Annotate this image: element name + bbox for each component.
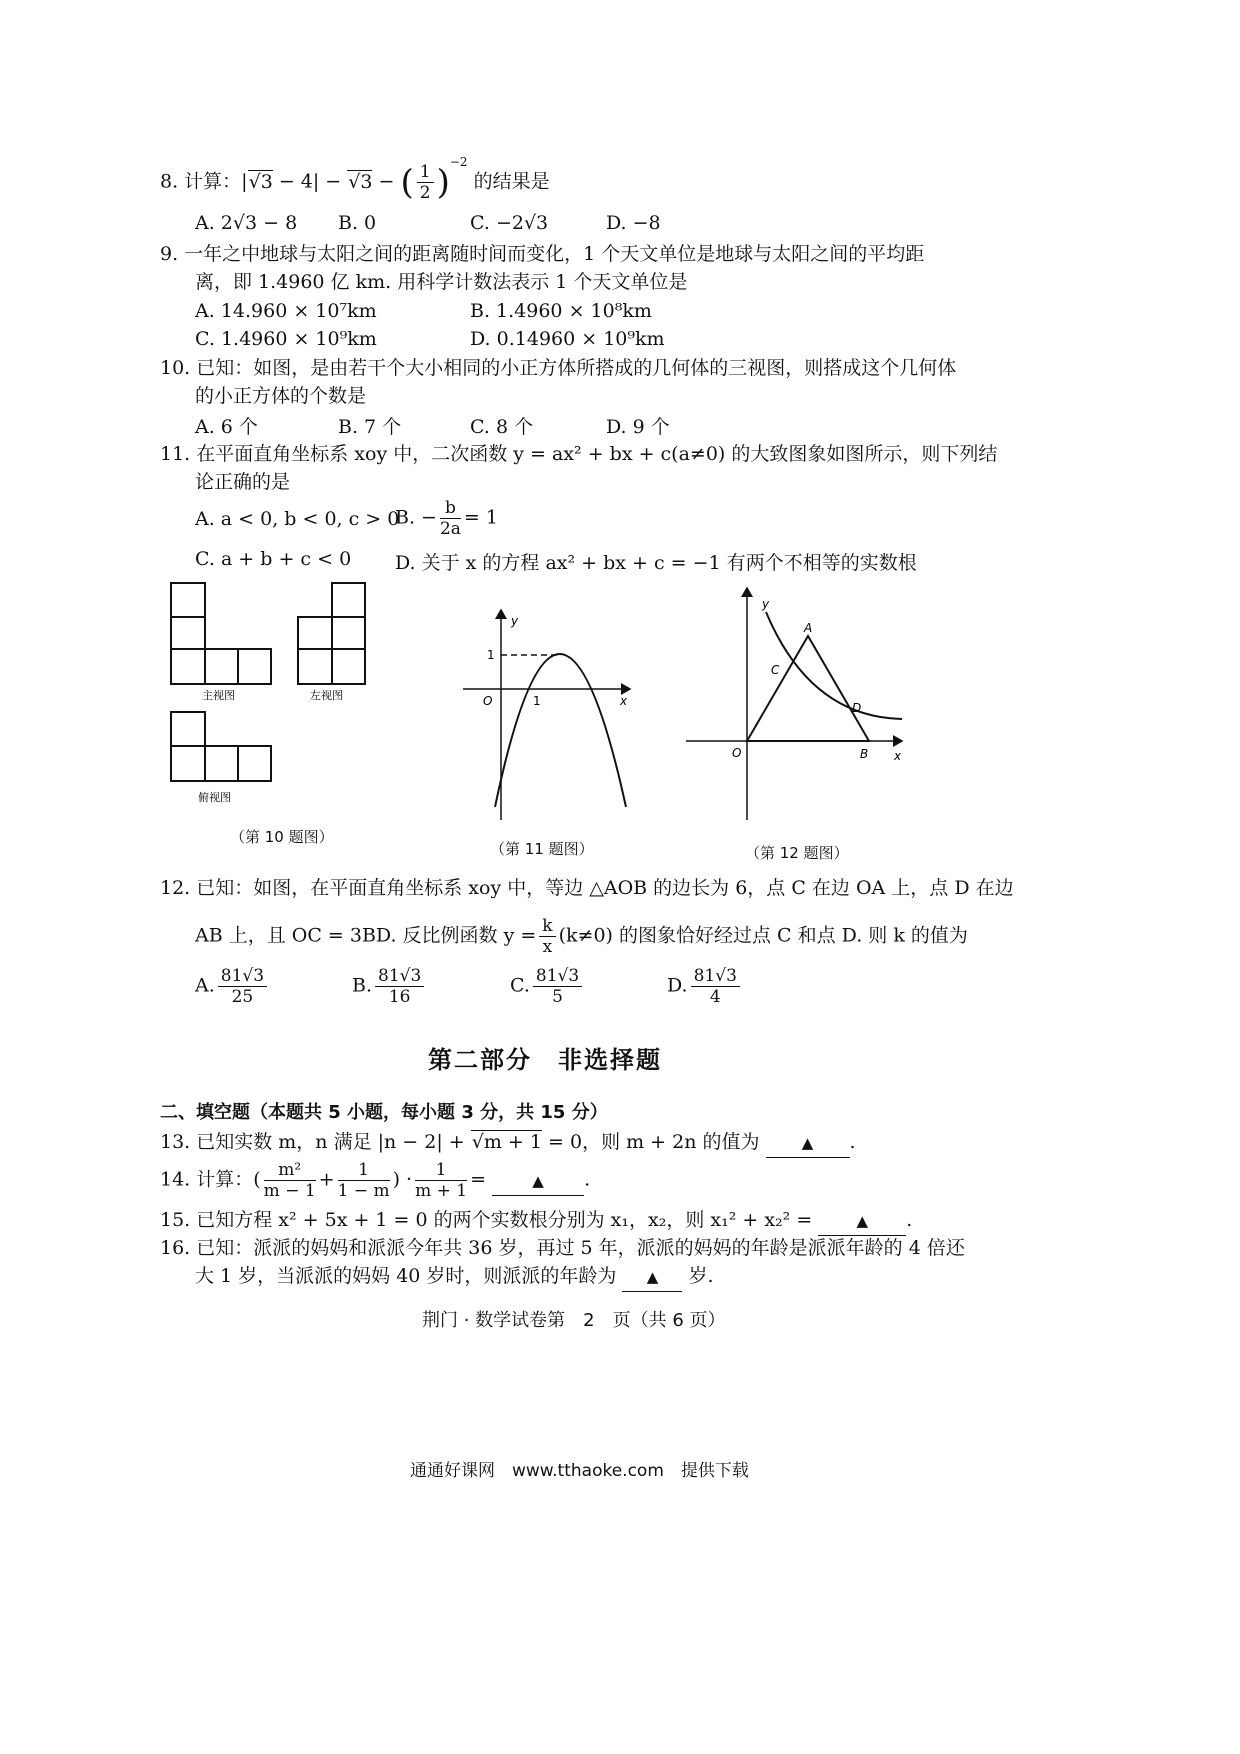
q11-option-d: D. 关于 x 的方程 ax² + bx + c = −1 有两个不相等的实数根 [395,552,917,574]
part-2-title: 第二部分 非选择题 [428,1046,662,1074]
q10-option-a: A. 6 个 [195,416,258,438]
q8-option-a: A. 2√3 − 8 [195,212,298,234]
question-16-line1: 16. 已知：派派的妈妈和派派今年共 36 岁，再过 5 年，派派的妈妈的年龄是派派年龄的 4 倍还 [160,1237,965,1259]
q12-option-c: C. $\frac{81√3}{5}$ [510,966,585,1007]
x-one-label: 1 [533,694,541,708]
figure-12 [680,582,920,822]
section-2-heading: 二、填空题（本题共 5 小题，每小题 3 分，共 15 分） [160,1102,608,1123]
front-view-label: 主视图 [202,689,235,702]
y-label: y [762,597,770,611]
point-d-label: D [852,701,862,715]
left-view [298,583,365,684]
answer-blank-15[interactable]: ▲ [818,1206,906,1236]
q11-option-c: C. a + b + c < 0 [195,548,352,570]
answer-blank-14[interactable]: ▲ [492,1166,584,1196]
q8-option-d: D. −8 [606,212,661,234]
question-15: 15. 已知方程 x² + 5x + 1 = 0 的两个实数根分别为 x₁，x₂，则 x₁² + x₂² = ▲ . [160,1206,912,1236]
question-9-line2: 离，即 1.4960 亿 km. 用科学计数法表示 1 个天文单位是 [195,271,688,293]
page-footer: 荆门 · 数学试卷第 2 页（共 6 页） [422,1310,726,1331]
figure-10-caption: （第 10 题图） [230,828,334,846]
figure-10 [160,575,380,845]
q12-option-d: D. $\frac{81√3}{4}$ [667,966,743,1007]
question-13: 13. 已知实数 m，n 满足 |n − 2| + √m + 1 = 0，则 m + 2n 的值为 ▲ . [160,1128,856,1158]
x-label: x [894,749,902,763]
q8-option-b: B. 0 [338,212,377,234]
q9-option-c: C. 1.4960 × 10⁹km [195,328,377,350]
q10-option-d: D. 9 个 [606,416,670,438]
question-8: 8. 计算：|√3 − 4| − √3 − ( $\frac{1}{2}$ )$^{-2}$ 的结果是 [160,155,550,203]
origin-label: O [732,746,742,760]
point-a-label: A [804,621,813,635]
fraction-half: $\frac{1}{2}$ [417,162,434,203]
question-12-line1: 12. 已知：如图，在平面直角坐标系 xoy 中，等边 △AOB 的边长为 6，点 C 在边 OA 上，点 D 在边 [160,877,1014,899]
question-11-line2: 论正确的是 [195,471,291,493]
sqrt-3: √3 [248,170,273,193]
top-view [171,712,271,781]
q12-option-a: A. $\frac{81√3}{25}$ [195,966,270,1007]
hyperbola [766,612,902,719]
figure-11 [455,595,655,835]
question-11-line1: 11. 在平面直角坐标系 xoy 中，二次函数 y = ax² + bx + c(a≠0) 的大致图象如图所示，则下列结 [160,443,998,465]
q9-option-d: D. 0.14960 × 10⁹km [470,328,665,350]
point-b-label: B [860,747,869,761]
top-view-label: 俯视图 [198,791,231,804]
q10-option-c: C. 8 个 [470,416,534,438]
answer-blank-16[interactable]: ▲ [622,1262,682,1292]
parabola [495,654,626,807]
y-one-label: 1 [487,648,495,662]
point-c-label: C [771,663,780,677]
answer-blank-13[interactable]: ▲ [766,1128,850,1158]
question-10-line2: 的小正方体的个数是 [195,385,367,407]
front-view [171,583,271,684]
x-label: x [620,694,628,708]
q8-option-c: C. −2√3 [470,212,549,234]
question-12-line2: AB 上，且 OC = 3BD. 反比例函数 y = $\frac{k}{x}$ (k≠0) 的图象恰好经过点 C 和点 D. 则 k 的值为 [195,916,968,957]
left-view-label: 左视图 [310,689,343,702]
q9-option-b: B. 1.4960 × 10⁸km [470,300,652,322]
question-9-line1: 9. 一年之中地球与太阳之间的距离随时间而变化，1 个天文单位是地球与太阳之间的平均距 [160,243,925,265]
y-label: y [511,614,519,628]
q11-option-a: A. a < 0, b < 0, c > 0 [195,508,400,530]
q12-option-b: B. $\frac{81√3}{16}$ [352,966,427,1007]
site-note: 通通好课网 www.tthaoke.com 提供下载 [410,1461,749,1481]
question-16-line2: 大 1 岁，当派派的妈妈 40 岁时，则派派的年龄为 ▲ 岁. [195,1262,714,1292]
q11-option-b: B. − $\frac{b}{2a}$ = 1 [395,498,498,539]
q10-option-b: B. 7 个 [338,416,402,438]
origin-label: O [483,694,493,708]
question-10-line1: 10. 已知：如图，是由若干个大小相同的小正方体所搭成的几何体的三视图，则搭成这个几何体 [160,357,957,379]
figure-12-caption: （第 12 题图） [745,844,849,862]
triangle-aob [747,636,869,741]
q9-option-a: A. 14.960 × 10⁷km [195,300,377,322]
figure-11-caption: （第 11 题图） [490,840,594,858]
question-14: 14. 计算：( $\frac{\text{m²}}{m - 1}$ + $\frac{1}{1 - m}$ ) · $\frac{1}{m + 1}$ = ▲ . [160,1160,591,1201]
